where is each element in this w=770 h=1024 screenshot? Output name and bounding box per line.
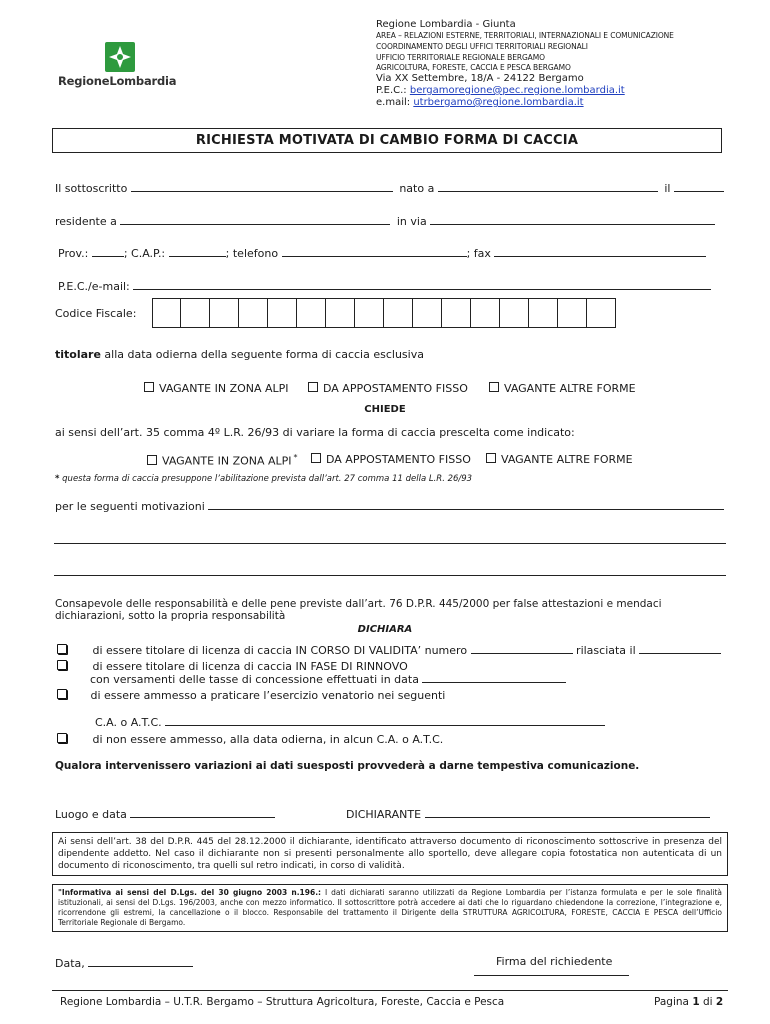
- checkbox-icon[interactable]: [147, 455, 157, 465]
- informativa-box: [52, 884, 728, 932]
- org-email: [376, 96, 584, 109]
- dichiara-heading: DICHIARA: [357, 624, 413, 635]
- dichiarazione-2b-text: con versamenti delle tasse di concessione effettuati in data: [90, 673, 419, 686]
- motivazioni-field[interactable]: [208, 500, 724, 510]
- dichiarante-field[interactable]: [425, 808, 710, 818]
- opzione-attuale-3-label: VAGANTE ALTRE FORME: [504, 382, 636, 395]
- cf-box[interactable]: [587, 298, 616, 328]
- nota-art38-text: Ai sensi dell’art. 38 del D.P.R. 445 del 28.12.2000 il dichiarante, identificato attraverso documento di riconoscimento sottoscrive in presenza del dipendente addetto. Nel caso il dichiarante non si presenti personalmente allo sportello, deve allegare copia fotostatica non autenticata di un documento di riconoscimento, tra quelli sul retro indicati, in corso di validità.: [58, 837, 722, 871]
- opzione-nuova-3[interactable]: [486, 453, 633, 466]
- footer-rule: [52, 990, 728, 991]
- opzione-attuale-1[interactable]: [144, 382, 289, 395]
- nota-asterisk: *: [55, 474, 60, 484]
- motivazioni-label: per le seguenti motivazioni: [55, 500, 205, 513]
- codice-fiscale-label: Codice Fiscale:: [55, 307, 137, 320]
- titolare-bold: titolare: [55, 348, 101, 361]
- luogo-data-label: Luogo e data: [55, 808, 127, 821]
- cf-box[interactable]: [326, 298, 355, 328]
- checkbox-icon[interactable]: [144, 382, 154, 392]
- motivazioni-line[interactable]: [54, 543, 726, 544]
- row-contatti: [58, 247, 706, 260]
- page-indicator: [654, 996, 723, 1008]
- ca-atc-label: C.A. o A.T.C.: [95, 716, 162, 729]
- titolare-line: [55, 348, 424, 361]
- logo: [58, 40, 183, 90]
- dichiarazione-4: [57, 733, 443, 746]
- opzione-nuova-2[interactable]: [311, 453, 471, 466]
- checkbox-icon[interactable]: [311, 453, 321, 463]
- cf-box[interactable]: [442, 298, 471, 328]
- fax-label: ; fax: [466, 247, 491, 260]
- dichiarazione-3b: [95, 716, 605, 729]
- ai-sensi-text: ai sensi dell’art. 35 comma 4º L.R. 26/93 di variare la forma di caccia prescelta come indicato:: [55, 426, 575, 439]
- opzione-attuale-2-label: DA APPOSTAMENTO FISSO: [323, 382, 468, 395]
- org-office: UFFICIO TERRITORIALE REGIONALE BERGAMO: [376, 53, 545, 62]
- title-box: [52, 128, 722, 153]
- cap-field[interactable]: [169, 247, 226, 257]
- row-codice-fiscale: [55, 307, 136, 320]
- opzione-nuova-2-label: DA APPOSTAMENTO FISSO: [326, 453, 471, 466]
- dichiarazione-3-text: di essere ammesso a praticare l’esercizio venatorio nei seguenti: [90, 689, 446, 702]
- prov-field[interactable]: [92, 247, 124, 257]
- cf-box[interactable]: [239, 298, 268, 328]
- nota-abilitazione: [55, 474, 472, 484]
- page-title: RICHIESTA MOTIVATA DI CAMBIO FORMA DI CACCIA: [195, 133, 579, 148]
- pec-email-label: P.E.C./e-mail:: [58, 280, 130, 293]
- cf-box[interactable]: [181, 298, 210, 328]
- consapevole-line1: Consapevole delle responsabilità e delle pene previste dall’art. 76 D.P.R. 445/2000 per false attestazioni e mendaci: [55, 598, 662, 610]
- asterisk-mark: *: [293, 453, 298, 462]
- data-versamento-field[interactable]: [422, 673, 566, 683]
- opzione-nuova-1[interactable]: [147, 453, 298, 468]
- chiede-heading: CHIEDE: [364, 404, 406, 415]
- checkbox-icon[interactable]: [57, 689, 67, 699]
- sottoscritto-field[interactable]: [131, 182, 393, 192]
- checkbox-icon[interactable]: [57, 644, 67, 654]
- dichiarazione-4-text: di non essere ammesso, alla data odierna, in alcun C.A. o A.T.C.: [92, 733, 444, 746]
- luogo-data-field[interactable]: [130, 808, 275, 818]
- cf-box[interactable]: [355, 298, 384, 328]
- dichiarazione-1-text: di essere titolare di licenza di caccia IN CORSO DI VALIDITA’ numero: [92, 644, 468, 657]
- page-total: 2: [715, 996, 724, 1008]
- pec-link[interactable]: bergamoregione@pec.regione.lombardia.it: [409, 85, 625, 96]
- ca-atc-field[interactable]: [165, 716, 605, 726]
- row-luogo-data: [55, 808, 275, 821]
- checkbox-icon[interactable]: [57, 660, 67, 670]
- org-name: Regione Lombardia - Giunta: [376, 19, 516, 30]
- checkbox-icon[interactable]: [57, 733, 67, 743]
- pec-email-field[interactable]: [133, 280, 711, 290]
- row-dichiarante: [346, 808, 710, 821]
- org-area: AREA – RELAZIONI ESTERNE, TERRITORIALI, INTERNAZIONALI E COMUNICAZIONE: [376, 31, 674, 40]
- checkbox-icon[interactable]: [489, 382, 499, 392]
- opzione-nuova-1-label: VAGANTE IN ZONA ALPI: [162, 454, 292, 468]
- pec-label: P.E.C.:: [376, 85, 410, 96]
- row-pec: [58, 280, 711, 293]
- dichiarazione-2: [57, 660, 408, 673]
- dichiarazione-2-text: di essere titolare di licenza di caccia IN FASE DI RINNOVO: [92, 660, 408, 673]
- org-address: Via XX Settembre, 18/A - 24122 Bergamo: [376, 73, 584, 84]
- of-label: di: [699, 996, 716, 1008]
- in-via-field[interactable]: [430, 215, 715, 225]
- dichiarazione-3: [57, 689, 445, 702]
- logo-text: RegioneLombardia: [58, 74, 177, 88]
- sottoscritto-label: Il sottoscritto: [55, 182, 128, 195]
- opzione-attuale-1-label: VAGANTE IN ZONA ALPI: [159, 382, 289, 395]
- regione-lombardia-logo-icon: [105, 42, 135, 72]
- email-link[interactable]: utrbergamo@regione.lombardia.it: [413, 97, 584, 108]
- codice-fiscale-boxes[interactable]: [152, 298, 616, 328]
- cf-box[interactable]: [384, 298, 413, 328]
- nato-a-field[interactable]: [438, 182, 658, 192]
- il-label: il: [664, 182, 671, 195]
- cf-box[interactable]: [152, 298, 181, 328]
- row-data-firma: [55, 957, 193, 970]
- checkbox-icon[interactable]: [486, 453, 496, 463]
- data-nascita-field[interactable]: [674, 182, 724, 192]
- data-label: Data,: [55, 957, 85, 970]
- motivazioni-line[interactable]: [54, 575, 726, 576]
- prov-label: Prov.:: [58, 247, 89, 260]
- footer-text: Regione Lombardia – U.T.R. Bergamo – Struttura Agricoltura, Foreste, Caccia e Pesca: [60, 996, 505, 1008]
- opzione-attuale-2[interactable]: [308, 382, 468, 395]
- telefono-field[interactable]: [282, 247, 467, 257]
- rilasciata-label: rilasciata il: [576, 644, 636, 657]
- dichiarante-label: DICHIARANTE: [346, 808, 422, 821]
- residente-a-label: residente a: [55, 215, 117, 228]
- consapevole-line2: dichiarazioni, sotto la propria responsabilità: [55, 610, 286, 622]
- nota-art38-box: [52, 832, 728, 876]
- residente-a-field[interactable]: [120, 215, 390, 225]
- row-motivazioni: [55, 500, 724, 513]
- cap-label: ; C.A.P.:: [123, 247, 166, 260]
- firma-line[interactable]: [474, 975, 629, 976]
- dichiarazione-1: [57, 644, 721, 657]
- nato-a-label: nato a: [399, 182, 435, 195]
- data-field[interactable]: [88, 957, 193, 967]
- titolare-rest: alla data odierna della seguente forma di caccia esclusiva: [100, 348, 424, 361]
- checkbox-icon[interactable]: [308, 382, 318, 392]
- cf-box[interactable]: [500, 298, 529, 328]
- cf-box[interactable]: [471, 298, 500, 328]
- nota-text: questa forma di caccia presuppone l’abilitazione prevista dall’art. 27 comma 11 della L.R. 26/93: [62, 474, 473, 484]
- cf-box[interactable]: [210, 298, 239, 328]
- page-label: Pagina: [654, 996, 693, 1008]
- numero-licenza-field[interactable]: [471, 644, 573, 654]
- cf-box[interactable]: [413, 298, 442, 328]
- row-sottoscritto: [55, 182, 724, 195]
- cf-box[interactable]: [297, 298, 326, 328]
- row-residenza: [55, 215, 715, 228]
- informativa-title: "Informativa ai sensi del D.Lgs. del 30 giugno 2003 n.196.:: [58, 888, 322, 897]
- fax-field[interactable]: [494, 247, 706, 257]
- page-number: 1: [692, 996, 700, 1008]
- in-via-label: in via: [396, 215, 427, 228]
- informativa-text: I dati dichiarati saranno utilizzati da Regione Lombardia per l’istanza formulata e per le sole finalità istituzionali, ai sensi del D.Lgs. 196/2003, anche con mezzo informatico. Il sottoscrittore potrà accedere ai dati che lo riguardano chiedendone la correzione, l’integrazione e, ricorrendone gli estremi, la cancellazione o il blocco. Responsabile del trattamento il Dirigente della STRUTTURA AGRICOLTURA, FORESTE, CACCIA E PESCA dell’Ufficio Territoriale Regionale di Bergamo.: [58, 888, 722, 927]
- opzione-nuova-3-label: VAGANTE ALTRE FORME: [501, 453, 633, 466]
- dichiarazione-2b: [90, 673, 566, 686]
- data-rilascio-field[interactable]: [639, 644, 721, 654]
- telefono-label: ; telefono: [225, 247, 279, 260]
- email-label: e.mail:: [376, 97, 414, 108]
- firma-label: Firma del richiedente: [496, 955, 613, 968]
- org-struttura: AGRICOLTURA, FORESTE, CACCIA E PESCA BERGAMO: [376, 63, 571, 72]
- cf-box[interactable]: [529, 298, 558, 328]
- qualora-text: Qualora intervenissero variazioni ai dati suesposti provvederà a darne tempestiva comunicazione.: [55, 760, 640, 772]
- cf-box[interactable]: [268, 298, 297, 328]
- cf-box[interactable]: [558, 298, 587, 328]
- org-coord: COORDINAMENTO DEGLI UFFICI TERRITORIALI REGIONALI: [376, 42, 588, 51]
- opzione-attuale-3[interactable]: [489, 382, 636, 395]
